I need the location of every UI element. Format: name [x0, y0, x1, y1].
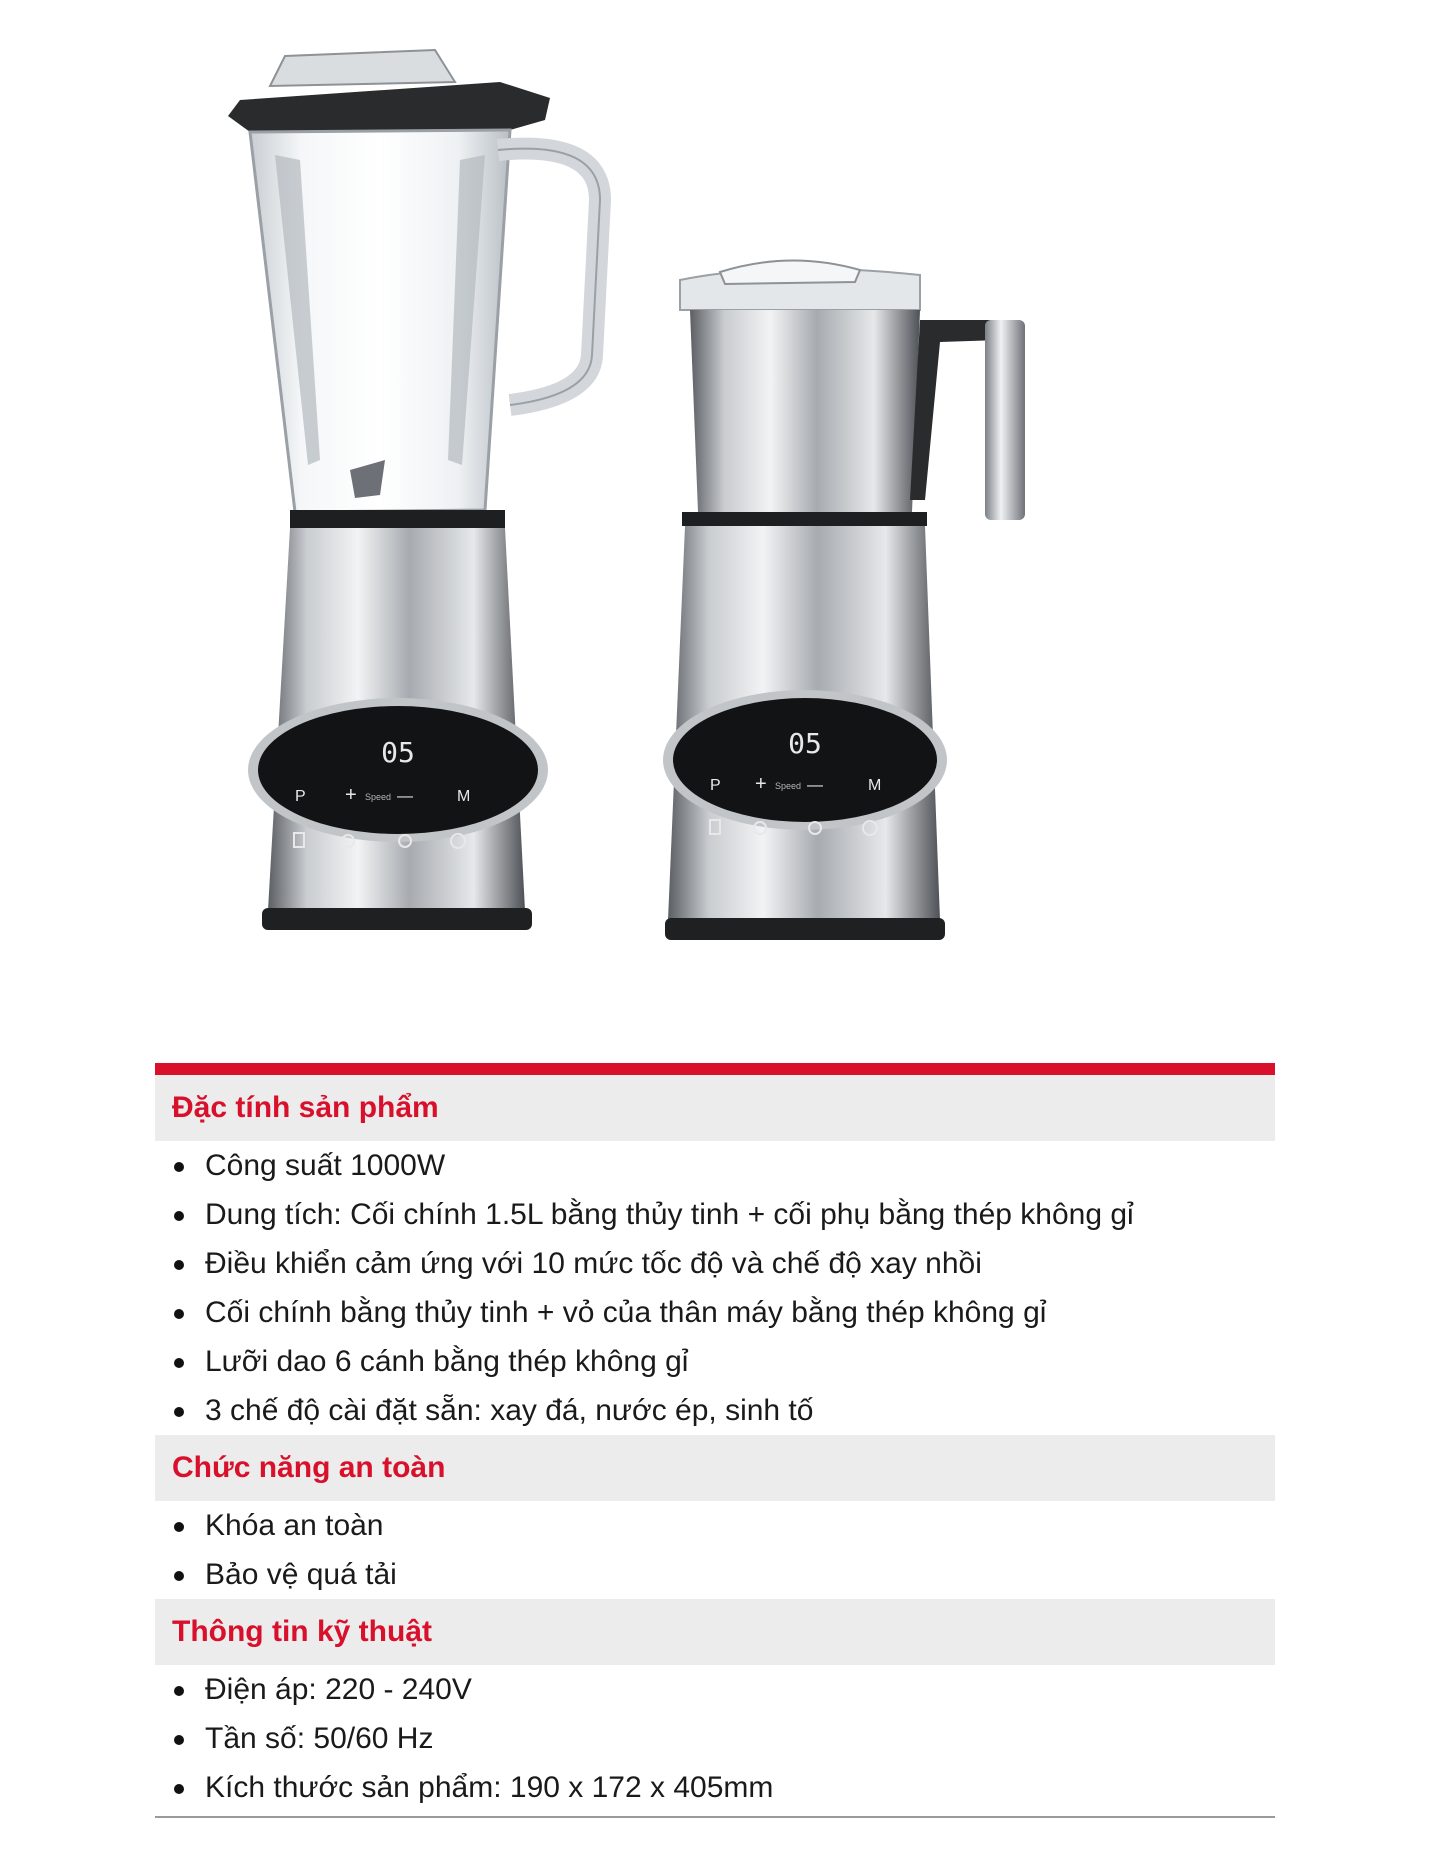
list-item: Lưỡi dao 6 cánh bằng thép không gỉ [155, 1337, 1275, 1386]
list-item: Cối chính bằng thủy tinh + vỏ của thân máy bằng thép không gỉ [155, 1288, 1275, 1337]
minus-key-right: — [807, 777, 823, 794]
list-item: Điện áp: 220 - 240V [155, 1665, 1275, 1714]
features-list [155, 1141, 1275, 1435]
speed-label-left: Speed [365, 792, 392, 802]
section-header-safety: Chức năng an toàn [155, 1435, 1275, 1501]
speed-label-right: Speed [775, 781, 802, 791]
plus-key-right: + [755, 773, 767, 795]
product-image [180, 20, 1180, 1010]
list-item: Bảo vệ quá tải [155, 1550, 1275, 1599]
list-item: Dung tích: Cối chính 1.5L bằng thủy tinh + cối phụ bằng thép không gỉ [155, 1190, 1275, 1239]
blender-left [228, 50, 600, 930]
plus-key-left: + [345, 784, 357, 806]
section-header-technical: Thông tin kỹ thuật [155, 1599, 1275, 1665]
technical-list [155, 1665, 1275, 1812]
grinder-right [663, 260, 1025, 940]
list-item: Tần số: 50/60 Hz [155, 1714, 1275, 1763]
list-item: Khóa an toàn [155, 1501, 1275, 1550]
list-item: Điều khiển cảm ứng với 10 mức tốc độ và chế độ xay nhồi [155, 1239, 1275, 1288]
minus-key-left: — [397, 788, 413, 805]
list-item: 3 chế độ cài đặt sẵn: xay đá, nước ép, sinh tố [155, 1386, 1275, 1435]
display-digits-right: 05 [788, 727, 822, 760]
spec-block [155, 1063, 1275, 1818]
display-digits-left: 05 [381, 736, 415, 769]
p-key-right: P [710, 777, 721, 794]
bottom-divider [155, 1816, 1275, 1818]
section-header-features: Đặc tính sản phẩm [155, 1075, 1275, 1141]
red-divider [155, 1063, 1275, 1075]
m-key-left: M [457, 788, 471, 805]
list-item: Công suất 1000W [155, 1141, 1275, 1190]
list-item: Kích thước sản phẩm: 190 x 172 x 405mm [155, 1763, 1275, 1812]
p-key-left: P [295, 788, 306, 805]
safety-list [155, 1501, 1275, 1599]
m-key-right: M [868, 777, 882, 794]
